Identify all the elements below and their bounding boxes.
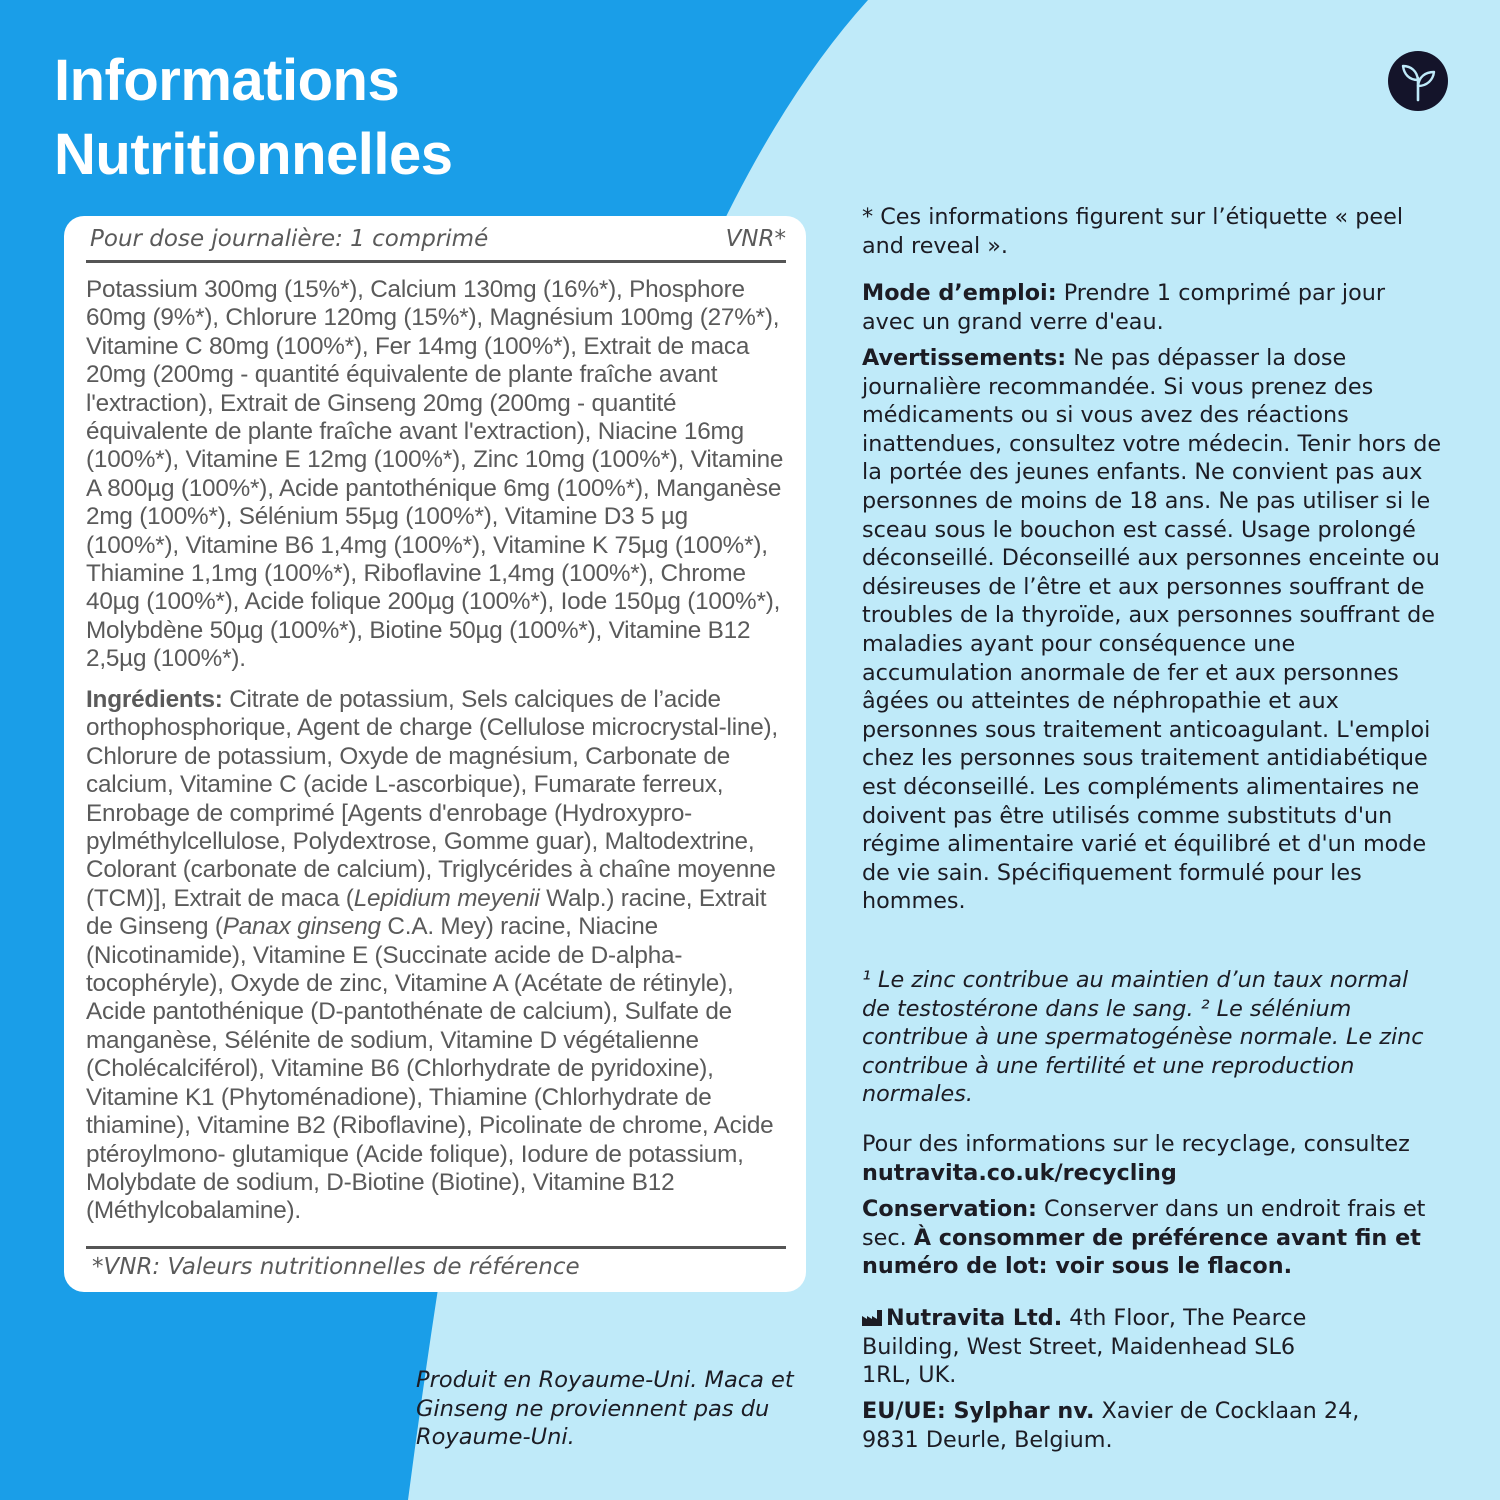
warnings-label: Avertissements: — [862, 345, 1067, 371]
leaf-sprout-icon — [1387, 50, 1449, 112]
page-title — [54, 44, 453, 192]
recycling-link[interactable]: nutravita.co.uk/recycling — [862, 1159, 1177, 1186]
ingredients-text: Ingrédients: Citrate de potassium, Sels calciques de l’acide orthophosphorique, Agent de charge (Cellulose microcrystal-line), Chlorure de potassium, Oxyde de magnésium, Carbonate de calcium, Vitamine C (acide L-ascorbique), Fumarate ferreux, Enrobage de comprimé [Agents d'enrobage (Hydroxypro-pylméthylcellulose, Polydextrose, Gomme guar), Maltodextrine, Colorant (carbonate de calcium), Triglycérides à chaîne moyenne (TCM)], Extrait de maca (Lepidium meyenii Walp.) racine, Extrait de Ginseng (Panax ginseng C.A. Mey) racine, Niacine (Nicotinamide), Vitamine E (Succinate acide de D-alpha-tocophéryle), Oxyde de zinc, Vitamine A (Acétate de rétinyle), Acide pantothénique (D-pantothénate de calcium), Sulfate de manganèse, Sélénite de sodium, Vitamine D végétalienne (Cholécalciférol), Vitamine B6 (Chlorhydrate de pyridoxine), Vitamine K1 (Phytoménadione), Thiamine (Chlorhydrate de thiamine), Vitamine B2 (Riboflavine), Picolinate de chrome, Acide ptéroylmono- glutamique (Acide folique), Iodure de potassium, Molybdate de sodium, D-Biotine (Biotine), Vitamine B12 (Méthylcobalamine). — [86, 686, 778, 1225]
storage-info: Conservation: Conserver dans un endroit frais et sec. À consommer de préférence avant fin et numéro de lot: voir sous le flacon. — [862, 1196, 1426, 1280]
panel-header — [90, 226, 786, 252]
title-line-2: Nutritionnelles — [54, 122, 453, 187]
eu-label: EU/UE: Sylphar nv. — [862, 1398, 1095, 1424]
header-divider — [86, 260, 786, 263]
origin-note: Produit en Royaume-Uni. Maca et Ginseng ne proviennent pas du Royaume-Uni. — [416, 1367, 794, 1451]
usage-label: Mode d’emploi: — [862, 280, 1057, 306]
usage-instructions: Mode d’emploi: Prendre 1 comprimé par jour avec un grand verre d'eau. — [862, 280, 1386, 335]
footer-divider — [86, 1246, 786, 1249]
warnings: Avertissements: Ne pas dépasser la dose journalière recommandée. Si vous prenez des médicaments ou si vous avez des réactions inattendues, consultez votre médecin. Tenir hors de la portée des jeunes enfants. Ne convient pas aux personnes de moins de 18 ans. Ne pas utiliser si le sceau sous le bouchon est cassé. Usage prolongé déconseillé. Déconseillé aux personnes enceinte ou désireuses de l’être et aux personnes souffrant de troubles de la thyroïde, aux personnes souffrant de maladies ayant pour conséquence une accumulation anormale de fer et aux personnes âgées ou atteintes de néphropathie et aux personnes sous traitement anticoagulant. L'emploi chez les personnes sous traitement antidiabétique est déconseillé. Les compléments alimentaires ne doivent pas être utilisés comme substituts d'un régime alimentaire varié et équilibré et d'un mode de vie sain. Spécifiquement formulé pour les hommes. — [862, 345, 1442, 915]
best-before-note: À consommer de préférence avant fin et numéro de lot: voir sous le flacon. — [862, 1224, 1421, 1280]
peel-note: * Ces informations figurent sur l’étiquette « peel and reveal ». — [862, 204, 1404, 259]
manufacturer-info: Nutravita Ltd. 4th Floor, The Pearce Building, West Street, Maidenhead SL6 1RL, UK. — [862, 1305, 1307, 1389]
manufacturer-name: Nutravita Ltd. — [886, 1305, 1063, 1331]
vnr-label: VNR* — [725, 226, 786, 252]
nutrition-panel — [64, 216, 806, 1292]
nutrient-list: Potassium 300mg (15%*), Calcium 130mg (16%*), Phosphore 60mg (9%*), Chlorure 120mg (15%*), Magnésium 100mg (27%*), Vitamine C 80mg (100%*), Fer 14mg (100%*), Extrait de maca 20mg (200mg - quantité équivalente de plante fraîche avant l'extraction), Extrait de Ginseng 20mg (200mg - quantité équivalente de plante fraîche avant l'extraction), Niacine 16mg (100%*), Vitamine E 12mg (100%*), Zinc 10mg (100%*), Vitamine A 800µg (100%*), Acide pantothénique 6mg (100%*), Manganèse 2mg (100%*), Sélénium 55µg (100%*), Vitamine D3 5 µg (100%*), Vitamine B6 1,4mg (100%*), Vitamine K 75µg (100%*), Thiamine 1,1mg (100%*), Riboflavine 1,4mg (100%*), Chrome 40µg (100%*), Acide folique 200µg (100%*), Iode 150µg (100%*), Molybdène 50µg (100%*), Biotine 50µg (100%*), Vitamine B12 2,5µg (100%*). — [86, 276, 784, 673]
dose-label: Pour dose journalière: 1 comprimé — [90, 226, 489, 252]
vnr-footnote: *VNR: Valeurs nutritionnelles de référence — [92, 1254, 580, 1280]
factory-icon — [862, 1310, 882, 1326]
storage-label: Conservation: — [862, 1196, 1037, 1222]
ingredients-label: Ingrédients: — [86, 686, 223, 713]
eu-representative: EU/UE: Sylphar nv. Xavier de Cocklaan 24, 9831 Deurle, Belgium. — [862, 1398, 1360, 1453]
title-line-1: Informations — [54, 48, 400, 113]
recycling-info: Pour des informations sur le recyclage, consultez nutravita.co.uk/recycling — [862, 1131, 1410, 1186]
health-claims: ¹ Le zinc contribue au maintien d’un taux normal de testostérone dans le sang. ² Le sélénium contribue à une spermatogénèse normale. Le zinc contribue à une fertilité et une reproduction normales. — [862, 967, 1424, 1108]
